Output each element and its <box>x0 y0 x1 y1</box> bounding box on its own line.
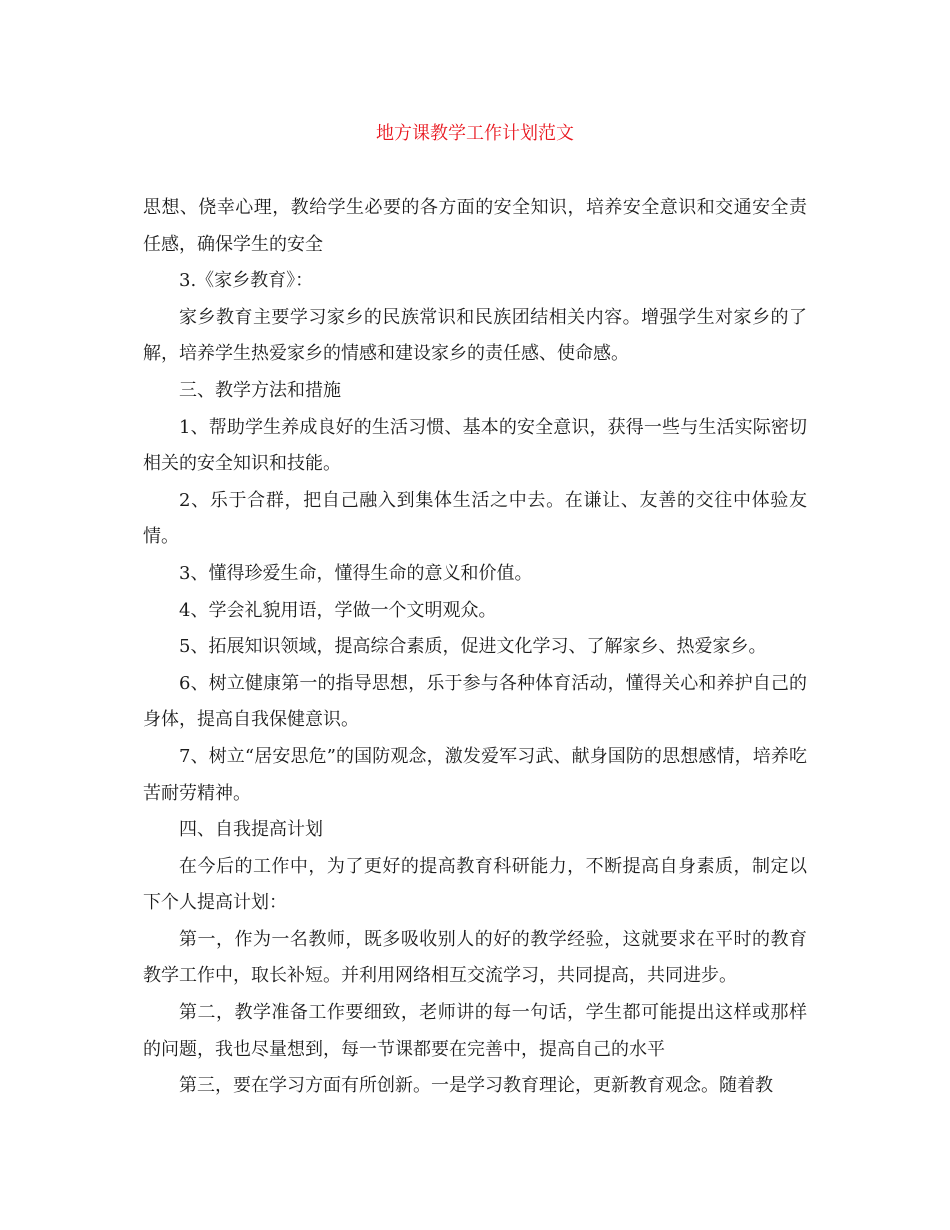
paragraph-safety-continued: 思想、侥幸心理，教给学生必要的各方面的安全知识，培养安全意识和交通安全责任感，确保学生的安全 <box>143 197 807 255</box>
list-item-method-6: 6、树立健康第一的指导思想，乐于参与各种体育活动，懂得关心和养护自己的身体，提高自我保健意识。 <box>143 672 807 731</box>
paragraph-improvement-intro: 在今后的工作中，为了更好的提高教育科研能力，不断提高自身素质，制定以下个人提高计划： <box>143 855 807 914</box>
list-item-method-4: 4、学会礼貌用语，学做一个文明观众。 <box>179 599 497 621</box>
list-item-method-7: 7、树立“居安思危”的国防观念，激发爱军习武、献身国防的思想感情，培养吃苦耐劳精神。 <box>143 745 807 804</box>
list-item-method-3: 3、懂得珍爱生命，懂得生命的意义和价值。 <box>179 562 533 584</box>
paragraph-improvement-third: 第三，要在学习方面有所创新。一是学习教育理论，更新教育观念。随着教 <box>179 1075 773 1097</box>
document-title: 地方课教学工作计划范文 <box>376 123 574 144</box>
paragraph-hometown-content: 家乡教育主要学习家乡的民族常识和民族团结相关内容。增强学生对家乡的了解，培养学生热爱家乡的情感和建设家乡的责任感、使命感。 <box>143 306 807 365</box>
paragraph-improvement-second: 第二，教学准备工作要细致，老师讲的每一句话，学生都可能提出这样或那样的问题，我也尽量想到，每一节课都要在完善中，提高自己的水平 <box>143 1002 807 1060</box>
list-item-method-5: 5、拓展知识领域，提高综合素质，促进文化学习、了解家乡、热爱家乡。 <box>179 636 767 658</box>
paragraph-improvement-first: 第一，作为一名教师，既多吸收别人的好的教学经验，这就要求在平时的教育教学工作中，取长补短。并利用网络相互交流学习，共同提高，共同进步。 <box>143 928 807 987</box>
paragraph-hometown-heading: 3.《家乡教育》： <box>179 270 314 292</box>
section-heading-self-improvement: 四、自我提高计划 <box>179 819 323 841</box>
list-item-method-1: 1、帮助学生养成良好的生活习惯、基本的安全意识，获得一些与生活实际密切相关的安全知识和技能。 <box>143 416 807 475</box>
section-heading-methods: 三、教学方法和措施 <box>179 379 341 401</box>
list-item-method-2: 2、乐于合群，把自己融入到集体生活之中去。在谦让、友善的交往中体验友情。 <box>143 489 807 548</box>
document-body <box>143 190 807 1105</box>
